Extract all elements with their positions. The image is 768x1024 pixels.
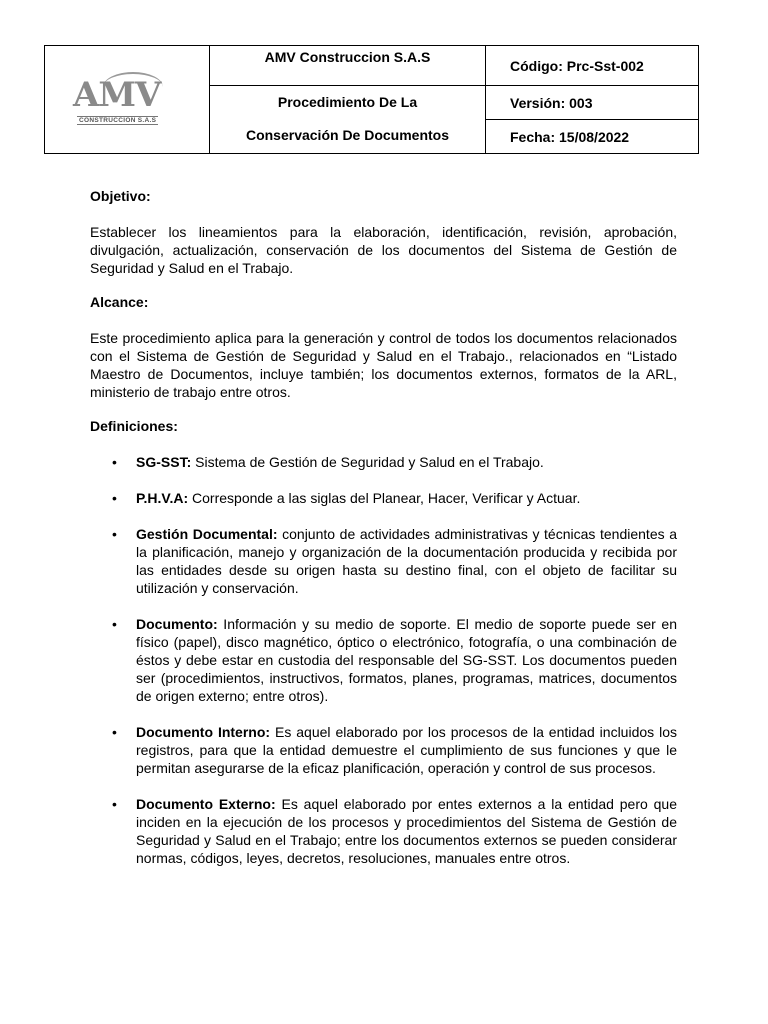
definition-term: Documento Externo: (136, 796, 276, 812)
definitions-list (90, 453, 677, 867)
definition-text: conjunto de actividades administrativas y técnicas tendientes a la planificación, manejo y organización de la documentación producida y recibida por las entidades desde su origen hasta su destino final, con el objeto de facilitar su utilización y conservación. (136, 526, 678, 596)
list-item (90, 489, 677, 507)
definition-text: Corresponde a las siglas del Planear, Hacer, Verificar y Actuar. (188, 490, 581, 506)
list-item (90, 525, 677, 597)
company-name: AMV Construccion S.A.S (210, 46, 486, 86)
scope-heading: Alcance: (90, 294, 149, 310)
bullet-icon: • (112, 724, 117, 740)
objective-heading: Objetivo: (90, 188, 151, 204)
list-item (90, 615, 677, 705)
definition-term: Documento Interno: (136, 724, 271, 740)
bullet-icon: • (112, 616, 117, 632)
document-body (90, 187, 677, 885)
document-title-line2: Conservación De Documentos (245, 127, 450, 143)
definition-term: Gestión Documental: (136, 526, 278, 542)
document-date: Fecha: 15/08/2022 (486, 120, 699, 154)
logo-subtext: CONSTRUCCION S.A.S (79, 117, 157, 124)
document-title (210, 86, 486, 154)
definition-term: Documento: (136, 616, 218, 632)
list-item (90, 723, 677, 777)
bullet-icon: • (112, 526, 117, 542)
definition-term: SG-SST: (136, 454, 192, 470)
document-version: Versión: 003 (486, 86, 699, 120)
list-item (90, 795, 677, 867)
document-code: Código: Prc-Sst-002 (486, 46, 699, 86)
definition-text: Información y su medio de soporte. El medio de soporte puede ser en físico (papel), disco magnético, óptico o electrónico, fotografía, o una combinación de éstos y debe estar en custodia del responsable del SG-SST. Los documentos pueden ser (procedimientos, instructivos, formatos, planes, programas, matrices, documentos de origen externo; entre otros). (136, 616, 677, 704)
document-header-table (44, 45, 699, 154)
bullet-icon: • (112, 796, 117, 812)
definition-text: Sistema de Gestión de Seguridad y Salud en el Trabajo. (191, 454, 544, 470)
list-item (90, 453, 677, 471)
document-title-line1: Procedimiento De La (277, 94, 418, 110)
definitions-heading: Definiciones: (90, 418, 178, 434)
definition-text: Es aquel elaborado por entes externos a la entidad pero que inciden en la ejecución de los procesos y procedimientos del Sistema de Gestión de Seguridad y Salud en el Trabajo; entre los documentos externos se pueden considerar normas, códigos, leyes, decretos, resoluciones, manuales entre otros. (136, 796, 677, 866)
company-logo (73, 76, 173, 136)
scope-text: Este procedimiento aplica para la generación y control de todos los documentos relacionados con el Sistema de Gestión de Seguridad y Salud en el Trabajo., relacionados en “Listado Maestro de Documentos, incluye también; los documentos externos, formatos de la ARL, ministerio de trabajo entre otros. (90, 330, 677, 400)
definition-text: Es aquel elaborado por los procesos de la entidad incluidos los registros, para que la entidad demuestre el cumplimiento de sus funciones y que le permitan asegurarse de la eficaz planificación, operación y control de sus procesos. (136, 724, 677, 776)
definition-term: P.H.V.A: (136, 490, 189, 506)
logo-text: AMV (73, 75, 161, 115)
bullet-icon: • (112, 454, 117, 470)
logo-cell (45, 46, 210, 154)
objective-text: Establecer los lineamientos para la elaboración, identificación, revisión, aprobación, divulgación, actualización, conservación de los documentos del Sistema de Gestión de Seguridad y Salud en el Trabajo. (90, 224, 677, 276)
bullet-icon: • (112, 490, 117, 506)
